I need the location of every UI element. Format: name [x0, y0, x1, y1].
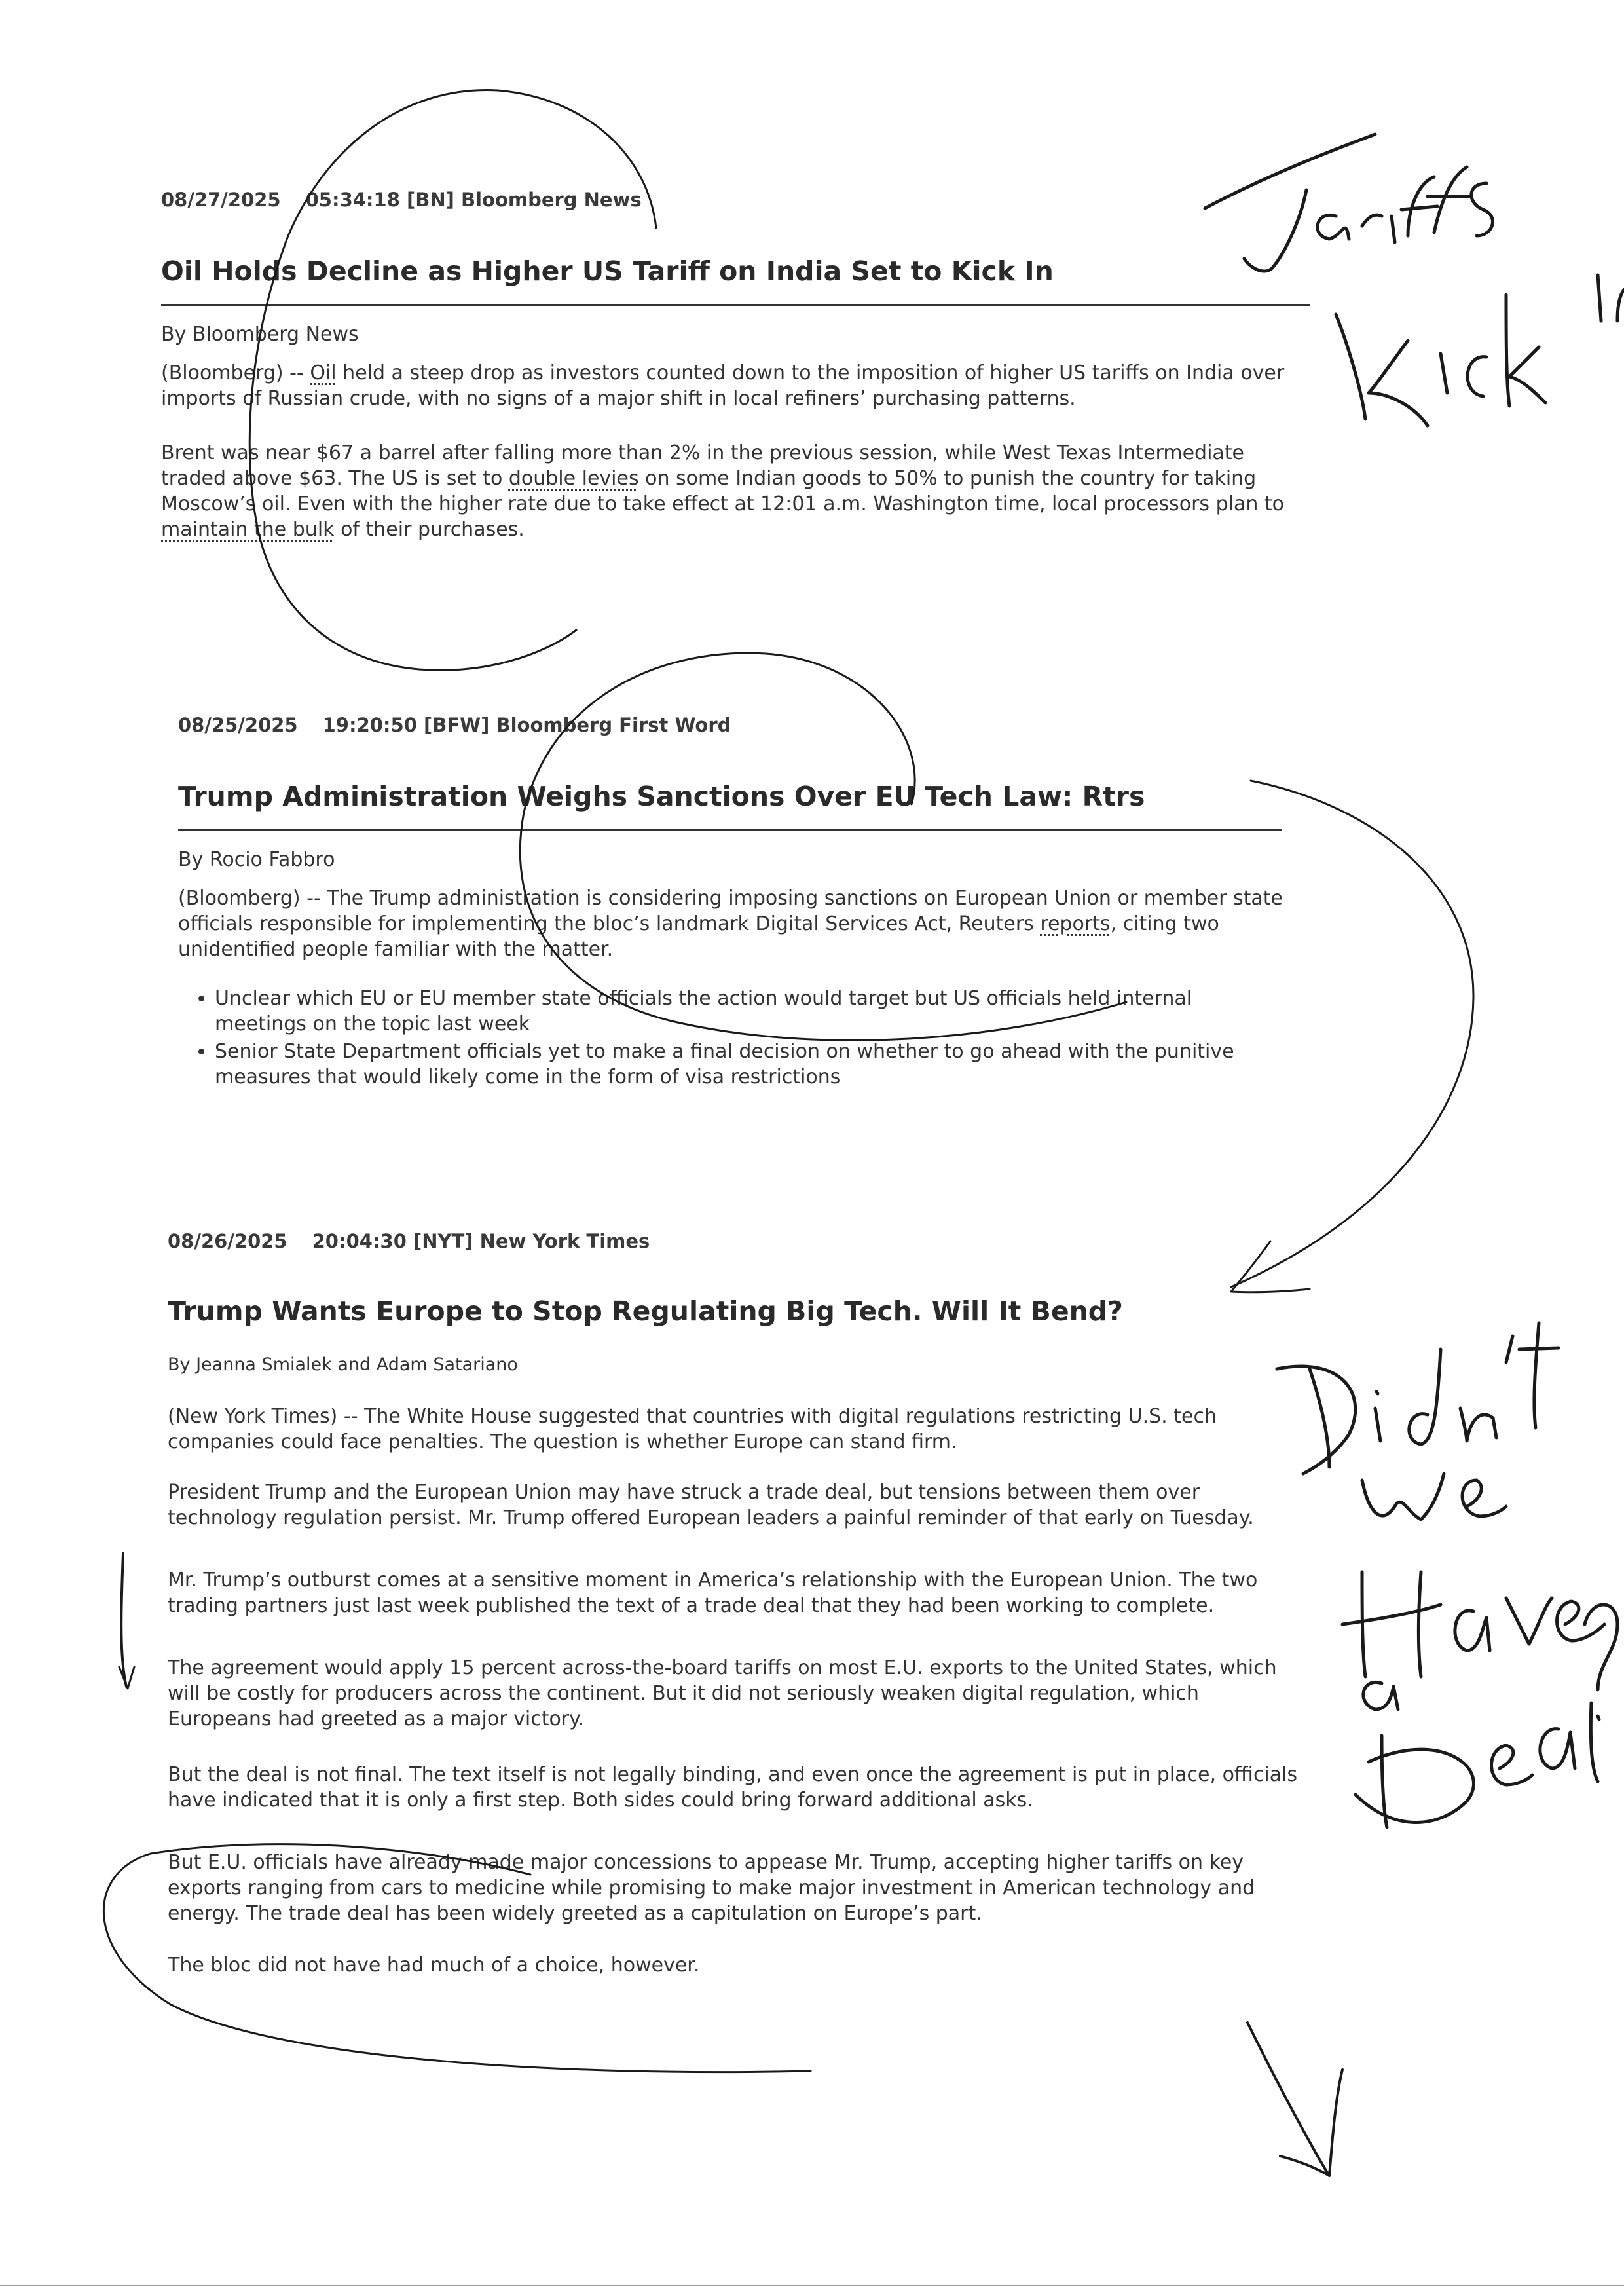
story-paragraph: But the deal is not final. The text itself is not legally binding, and even once the agreement is put in place, officials have indicated that it is only a first step. Both sides could bring forward additional asks.	[168, 1763, 1298, 1812]
story-time: 19:20:50	[322, 714, 417, 736]
story-paragraph: Mr. Trump’s outburst comes at a sensitive moment in America’s relationship with the European Union. The two trading partners just last week published the text of a trade deal that they had been working to complete.	[168, 1569, 1258, 1617]
list-item: • Unclear which EU or EU member state officials the action would target but US officials held internal meetings on the topic last week	[215, 986, 1276, 1037]
story-date: 08/25/2025	[178, 714, 298, 736]
story-date: 08/27/2025	[161, 189, 281, 211]
story-headline: Trump Wants Europe to Stop Regulating Big Tech. Will It Bend?	[168, 1296, 1123, 1327]
story-paragraph: (Bloomberg) -- Oil held a steep drop as investors counted down to the imposition of higher US tariffs on India over imports of Russian crude, with no signs of a major shift in local refiners’ purchasing patterns.	[161, 362, 1285, 410]
story-headline: Oil Holds Decline as Higher US Tariff on India Set to Kick In	[161, 255, 1054, 287]
story-paragraph: Brent was near $67 a barrel after falling more than 2% in the previous session, while West Texas Intermediate traded above $63. The US is set to double levies on some Indian goods to 50% to punish the country for taking Moscow’s oil. Even with the higher rate due to take effect at 12:01 a.m. Washington time, local processors plan to maintain the bulk of their purchases.	[161, 441, 1285, 541]
margin-mark	[121, 1554, 126, 1687]
story-byline: By Bloomberg News	[161, 323, 359, 346]
story-meta	[178, 714, 1304, 736]
bullet-list	[178, 986, 1276, 1090]
story-bloomberg-oil	[161, 189, 1314, 542]
story-meta	[161, 189, 1314, 211]
story-time: 20:04:30	[312, 1230, 407, 1252]
story-paragraph: (New York Times) -- The White House suggested that countries with digital regulations restricting U.S. tech companies could face penalties. The question is whether Europe can stand firm.	[168, 1405, 1217, 1453]
story-paragraph: But E.U. officials have already made major concessions to appease Mr. Trump, accepting higher tariffs on key exports ranging from cars to medicine while promising to make major investment in American technology and energy. The trade deal has been widely greeted as a capitulation on Europe’s part.	[168, 1851, 1255, 1925]
story-source: [BN] Bloomberg News	[406, 189, 642, 211]
down-arrow-icon	[1280, 2070, 1342, 2176]
story-bloomberg-eu-sanctions	[178, 714, 1304, 1092]
story-paragraph: (Bloomberg) -- The Trump administration is considering imposing sanctions on European Union or member state officials responsible for implementing the bloc’s landmark Digital Services Act, Reuters reports, citing two unidentified people familiar with the matter.	[178, 887, 1283, 961]
story-source: [NYT] New York Times	[413, 1230, 650, 1252]
headline-divider	[178, 829, 1282, 831]
story-byline: By Jeanna Smialek and Adam Satariano	[168, 1354, 518, 1375]
story-paragraph: President Trump and the European Union may have struck a trade deal, but tensions between them over technology regulation persist. Mr. Trump offered European leaders a painful reminder of that early on Tuesday.	[168, 1481, 1254, 1529]
handwritten-note-didnt-we-have-a-deal	[1277, 1323, 1617, 1827]
story-paragraph: The bloc did not have had much of a choice, however.	[168, 1954, 700, 1977]
story-source: [BFW] Bloomberg First Word	[423, 714, 731, 736]
story-byline: By Rocio Fabbro	[178, 848, 335, 871]
page-edge	[0, 2285, 1624, 2286]
story-time: 05:34:18	[305, 189, 400, 211]
headline-divider	[161, 304, 1310, 306]
list-item: • Senior State Department officials yet to make a final decision on whether to go ahead with the punitive measures that would likely come in the form of visa restrictions	[215, 1039, 1276, 1090]
story-nyt-big-tech	[168, 1230, 1301, 1978]
link-reports[interactable]: reports	[1040, 912, 1111, 935]
story-paragraph: The agreement would apply 15 percent across-the-board tariffs on most E.U. exports to the United States, which will be costly for producers across the continent. But it did not seriously weaken digital regulation, which Europeans had greeted as a major victory.	[168, 1656, 1277, 1730]
link-maintain-the-bulk[interactable]: maintain the bulk	[161, 518, 335, 541]
story-meta	[168, 1230, 1301, 1252]
down-arrow-icon	[1247, 2023, 1329, 2176]
story-date: 08/26/2025	[168, 1230, 287, 1252]
link-oil[interactable]: Oil	[310, 362, 337, 384]
link-double-levies[interactable]: double levies	[508, 467, 639, 490]
story-headline: Trump Administration Weighs Sanctions Over EU Tech Law: Rtrs	[178, 781, 1145, 812]
margin-mark	[119, 1667, 134, 1689]
